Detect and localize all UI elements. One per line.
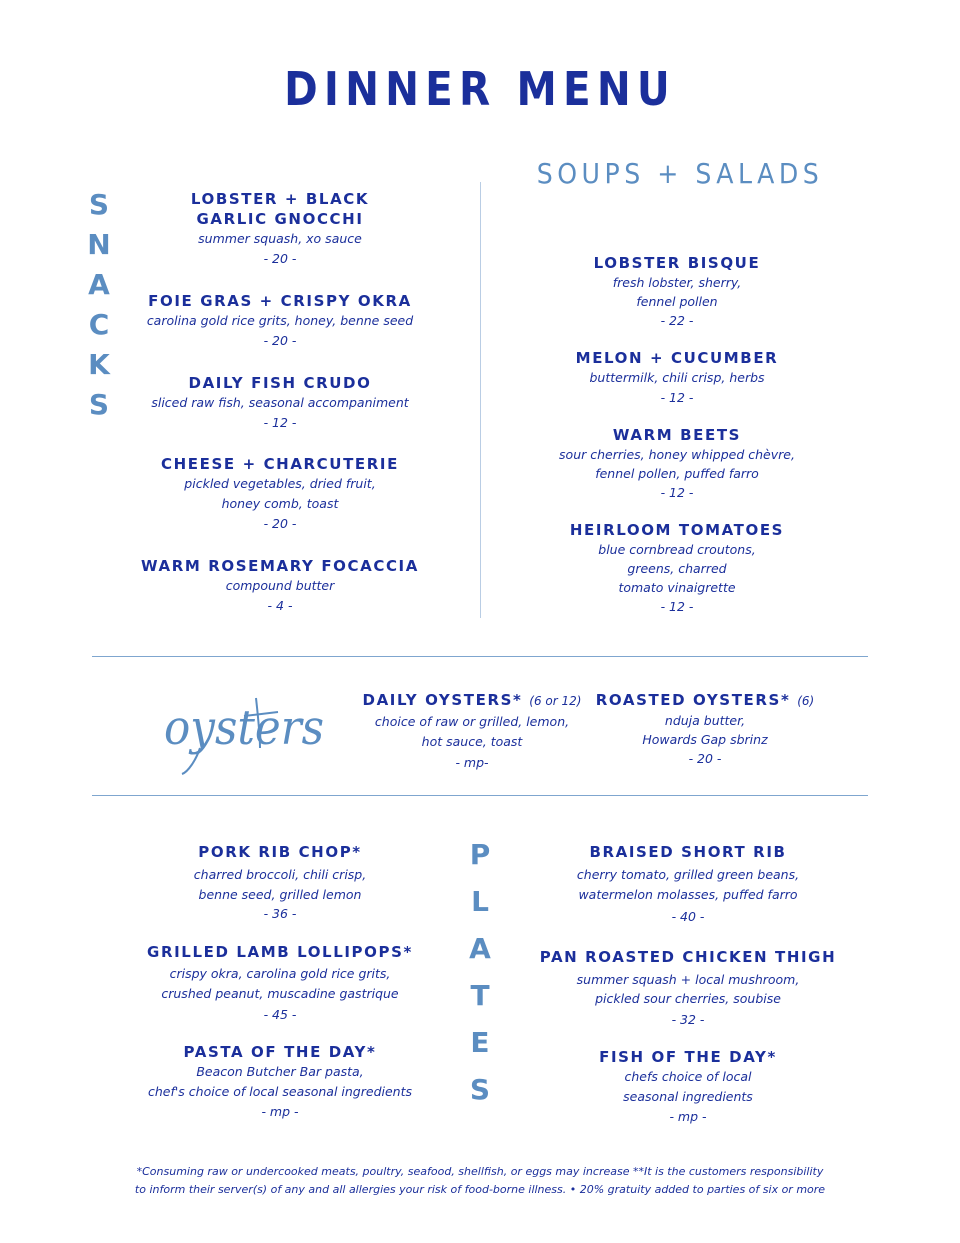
- item-name-text: DAILY OYSTERS*: [362, 691, 523, 709]
- item-name: CHEESE + CHARCUTERIE: [161, 455, 399, 473]
- item-description: crispy okra, carolina gold rice grits,: [169, 966, 391, 981]
- item-name: HEIRLOOM TOMATOES: [569, 521, 785, 539]
- item-name: GARLIC GNOCCHI: [196, 210, 364, 228]
- item-name: PASTA OF THE DAY*: [183, 1043, 377, 1061]
- section-divider: [92, 656, 868, 657]
- snacks-letter: A: [88, 268, 110, 301]
- item-price: - 12 -: [660, 485, 694, 500]
- menu-item: [130, 942, 430, 1026]
- item-name: MELON + CUCUMBER: [575, 349, 779, 367]
- item-price: - 32 -: [671, 1012, 705, 1027]
- snacks-letter: C: [88, 308, 110, 341]
- item-name: WARM BEETS: [612, 426, 742, 444]
- item-name: LOBSTER + BLACK: [190, 190, 370, 208]
- item-description: Howards Gap sbrinz: [642, 732, 768, 747]
- item-price: - 20 -: [263, 251, 297, 266]
- item-name: [585, 690, 825, 711]
- column-divider: [480, 182, 481, 618]
- item-description: compound butter: [225, 578, 335, 593]
- menu-item: [130, 454, 430, 534]
- item-name: [352, 690, 592, 711]
- menu-item: [130, 373, 430, 433]
- item-description: buttermilk, chili crisp, herbs: [589, 370, 765, 385]
- item-note: (6): [797, 694, 815, 708]
- item-price: - 20 -: [263, 333, 297, 348]
- item-price: - 20 -: [263, 516, 297, 531]
- item-description: summer squash + local mushroom,: [576, 972, 800, 987]
- plates-letter: S: [469, 1073, 491, 1106]
- item-description: summer squash, xo sauce: [198, 231, 362, 246]
- item-description: honey comb, toast: [221, 496, 339, 511]
- menu-item: [538, 842, 838, 929]
- menu-item: [130, 291, 430, 351]
- plates-letter: E: [470, 1026, 490, 1059]
- snacks-letter: N: [87, 228, 111, 261]
- item-description: sour cherries, honey whipped chèvre,: [559, 447, 795, 462]
- menu-item: [130, 1042, 430, 1122]
- snacks-letter: K: [88, 348, 110, 381]
- item-description: tomato vinaigrette: [618, 580, 736, 595]
- menu-item: [527, 425, 827, 502]
- item-description: greens, charred: [627, 561, 727, 576]
- item-description: pickled sour cherries, soubise: [595, 991, 781, 1006]
- item-name: WARM ROSEMARY FOCACCIA: [141, 557, 419, 575]
- item-price: - 45 -: [263, 1007, 297, 1022]
- item-description: chefs choice of local: [624, 1069, 752, 1084]
- item-description: hot sauce, toast: [421, 734, 523, 749]
- plates-letter: T: [470, 979, 490, 1012]
- item-description: fennel pollen, puffed farro: [595, 466, 759, 481]
- plates-heading: [465, 838, 495, 1120]
- item-description: seasonal ingredients: [623, 1089, 753, 1104]
- oysters-heading: [160, 686, 330, 782]
- snacks-letter: S: [88, 388, 110, 421]
- item-name: LOBSTER BISQUE: [593, 254, 761, 272]
- menu-item: [130, 189, 430, 269]
- soups-salads-heading: SOUPS + SALADS: [536, 157, 824, 190]
- plates-letter: A: [469, 932, 491, 965]
- item-description: nduja butter,: [664, 713, 746, 728]
- item-name: FOIE GRAS + CRISPY OKRA: [148, 292, 412, 310]
- item-description: blue cornbread croutons,: [598, 542, 756, 557]
- item-price: - mp -: [261, 1104, 299, 1119]
- menu-item: [130, 556, 430, 616]
- oysters-heading-text: oysters: [164, 700, 324, 756]
- item-description: watermelon molasses, puffed farro: [578, 887, 798, 902]
- menu-item: [130, 842, 430, 922]
- menu-item: [527, 253, 827, 330]
- menu-item: [527, 520, 827, 616]
- item-description: fennel pollen: [636, 294, 718, 309]
- item-price: - 12 -: [660, 599, 694, 614]
- item-name: DAILY FISH CRUDO: [188, 374, 372, 392]
- item-description: sliced raw fish, seasonal accompaniment: [151, 395, 409, 410]
- item-name: PORK RIB CHOP*: [198, 843, 362, 861]
- item-name-text: ROASTED OYSTERS*: [595, 691, 791, 709]
- menu-item: [538, 1047, 838, 1127]
- item-price: - 12 -: [263, 415, 297, 430]
- footer-line: *Consuming raw or undercooked meats, poultry, seafood, shellfish, or eggs may increase **It is the customers responsibility: [136, 1165, 824, 1178]
- item-price: - mp -: [669, 1109, 707, 1124]
- item-description: pickled vegetables, dried fruit,: [184, 476, 376, 491]
- footer-disclaimer: [90, 1163, 870, 1199]
- page-title: DINNER MENU: [284, 62, 676, 116]
- item-description: carolina gold rice grits, honey, benne seed: [146, 313, 414, 328]
- item-description: crushed peanut, muscadine gastrique: [161, 986, 399, 1001]
- snacks-heading: [84, 188, 114, 428]
- item-name: BRAISED SHORT RIB: [589, 843, 787, 861]
- snacks-letter: S: [88, 188, 110, 221]
- footer-line: to inform their server(s) of any and all allergies your risk of food-borne illness. • 20% gratuity added to parties of six or more: [134, 1183, 826, 1196]
- item-description: choice of raw or grilled, lemon,: [374, 714, 570, 729]
- plates-letter: L: [471, 885, 489, 918]
- item-name: GRILLED LAMB LOLLIPOPS*: [147, 943, 413, 961]
- menu-item: [352, 690, 592, 773]
- item-price: - 40 -: [671, 909, 705, 924]
- item-price: - 20 -: [688, 751, 722, 766]
- item-price: - mp-: [455, 755, 489, 770]
- item-price: - 12 -: [660, 390, 694, 405]
- item-name: FISH OF THE DAY*: [599, 1048, 777, 1066]
- item-price: - 22 -: [660, 313, 694, 328]
- item-description: chef's choice of local seasonal ingredients: [147, 1084, 413, 1099]
- item-note: (6 or 12): [529, 694, 582, 708]
- item-description: Beacon Butcher Bar pasta,: [196, 1064, 364, 1079]
- plates-letter: P: [469, 838, 491, 871]
- section-divider: [92, 795, 868, 796]
- item-name: PAN ROASTED CHICKEN THIGH: [539, 948, 837, 966]
- item-description: fresh lobster, sherry,: [612, 275, 742, 290]
- item-description: charred broccoli, chili crisp,: [193, 867, 367, 882]
- menu-item: [585, 690, 825, 769]
- menu-item: [527, 348, 827, 407]
- item-description: benne seed, grilled lemon: [198, 887, 362, 902]
- item-price: - 4 -: [267, 598, 293, 613]
- item-description: cherry tomato, grilled green beans,: [576, 867, 800, 882]
- item-price: - 36 -: [263, 906, 297, 921]
- menu-item: [538, 947, 838, 1032]
